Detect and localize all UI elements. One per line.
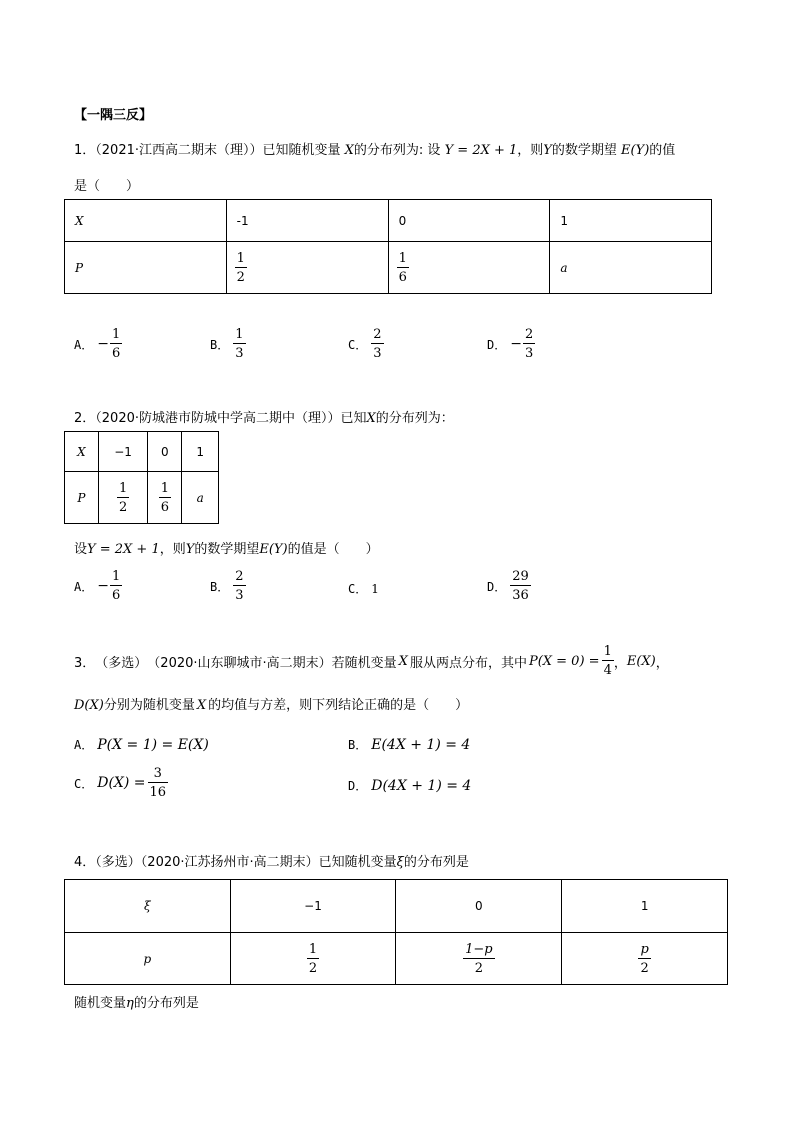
fraction: $\frac{1}{4}$ <box>603 644 612 678</box>
option-d[interactable]: D． − $\frac{2}{3}$ <box>487 327 534 361</box>
question-tag: （多选） <box>95 855 141 870</box>
fraction: $\frac{1}{2}$ <box>236 250 245 285</box>
question-4-stem: 4．（多选）（2020·江苏扬州市·高二期末）已知随机变量ξ的分布列是 <box>74 855 469 870</box>
option-d[interactable]: D． D(4X + 1) = 4 <box>348 777 472 794</box>
fraction: $\frac{1}{6}$ <box>398 250 407 285</box>
question-1-distribution-table <box>64 199 712 294</box>
question-source: （2020·山东聊城市·高二期末） <box>147 655 332 671</box>
table-cell <box>226 242 388 294</box>
option-d[interactable]: D． $\frac{29}{36}$ <box>487 569 529 603</box>
math-var: X <box>344 143 354 158</box>
question-source: （2020·江苏扬州市·高二期末） <box>140 855 319 870</box>
table-header-cell: p <box>65 933 231 985</box>
table-cell: −1 <box>98 432 148 472</box>
table-header-cell: X <box>65 432 99 472</box>
fraction: $\frac{2}{3}$ <box>373 327 382 361</box>
table-cell <box>388 242 550 294</box>
question-1-stem-line2: 是（ ） <box>74 179 140 194</box>
table-cell: -1 <box>226 200 388 242</box>
table-cell: 0 <box>388 200 550 242</box>
math-equation: Y = 2X + 1 <box>444 143 518 158</box>
question-2-followup: 设Y = 2X + 1，则Y的数学期望E(Y)的值是（ ） <box>74 542 379 557</box>
fraction: $\frac{1}{6}$ <box>111 569 121 603</box>
question-4-distribution-table <box>64 879 728 985</box>
table-cell: a <box>182 472 219 524</box>
question-2-stem: 2．（2020·防城港市防城中学高二期中（理））已知X的分布列为： <box>74 411 454 426</box>
table-cell <box>98 472 148 524</box>
fraction: $\frac{1}{2}$ <box>118 480 128 515</box>
question-4-followup: 随机变量η的分布列是 <box>74 996 199 1011</box>
table-cell: 1 <box>550 200 712 242</box>
fraction: $\frac{1}{6}$ <box>111 327 121 361</box>
question-source: （2020·防城港市防城中学高二期中（理）） <box>95 411 341 426</box>
table-cell: −1 <box>230 880 396 933</box>
option-b[interactable]: B． E(4X + 1) = 4 <box>348 736 471 753</box>
table-header-cell: P <box>65 242 227 294</box>
option-a[interactable]: A． − $\frac{1}{6}$ <box>74 327 121 361</box>
option-a[interactable]: A． P(X = 1) = E(X) <box>74 736 209 753</box>
section-heading: 【一隅三反】 <box>74 108 153 123</box>
fraction: $\frac{p}{2}$ <box>640 941 649 976</box>
table-cell: 1 <box>182 432 219 472</box>
table-cell <box>562 933 728 985</box>
option-b[interactable]: B． $\frac{2}{3}$ <box>210 569 244 603</box>
fraction: $\frac{1-p}{2}$ <box>465 941 493 976</box>
table-header-cell: ξ <box>65 880 231 933</box>
question-1-stem: 1．（2021·江西高二期末（理））已知随机变量 X的分布列为: 设 Y = 2X + 1，则Y的数学期望 E(Y)的值 <box>74 143 676 158</box>
fraction: $\frac{2}{3}$ <box>524 327 534 361</box>
option-a[interactable]: A． − $\frac{1}{6}$ <box>74 569 121 603</box>
question-source: （2021·江西高二期末（理）） <box>95 143 263 158</box>
table-cell: 0 <box>396 880 562 933</box>
option-c[interactable]: C． D(X) = $\frac{3}{16}$ <box>74 766 167 800</box>
question-number: 1． <box>74 143 96 158</box>
option-c[interactable]: C． 1 <box>348 581 379 596</box>
fraction: $\frac{2}{3}$ <box>235 569 244 603</box>
table-cell: 0 <box>148 432 182 472</box>
question-3-stem-line2: D(X)分别为随机变量 X 的均值与方差，则下列结论正确的是（ ） <box>74 698 469 713</box>
question-tag: （多选） <box>95 655 148 671</box>
table-cell <box>396 933 562 985</box>
fraction: $\frac{3}{16}$ <box>149 766 167 800</box>
fraction: $\frac{1}{6}$ <box>160 480 169 515</box>
fraction: $\frac{29}{36}$ <box>512 569 529 603</box>
fraction: $\frac{1}{3}$ <box>235 327 244 361</box>
table-cell <box>148 472 182 524</box>
question-number: 2． <box>74 411 96 426</box>
question-number: 4． <box>74 855 96 870</box>
question-number: 3． <box>74 655 96 671</box>
table-cell: 1 <box>562 880 728 933</box>
table-cell: a <box>550 242 712 294</box>
option-c[interactable]: C． $\frac{2}{3}$ <box>348 327 382 361</box>
table-header-cell: X <box>65 200 227 242</box>
fraction: $\frac{1}{2}$ <box>308 941 318 976</box>
table-header-cell: P <box>65 472 99 524</box>
question-2-distribution-table <box>64 431 219 524</box>
question-3-stem: 3． （多选） （2020·山东聊城市·高二期末） 若随机变量 X 服从两点分布，其中 P(X = 0) = $\frac{1}{4}$ ， E(X) ， <box>74 644 669 678</box>
table-cell <box>230 933 396 985</box>
math-expectation: E(Y) <box>621 143 650 158</box>
option-b[interactable]: B． $\frac{1}{3}$ <box>210 327 244 361</box>
